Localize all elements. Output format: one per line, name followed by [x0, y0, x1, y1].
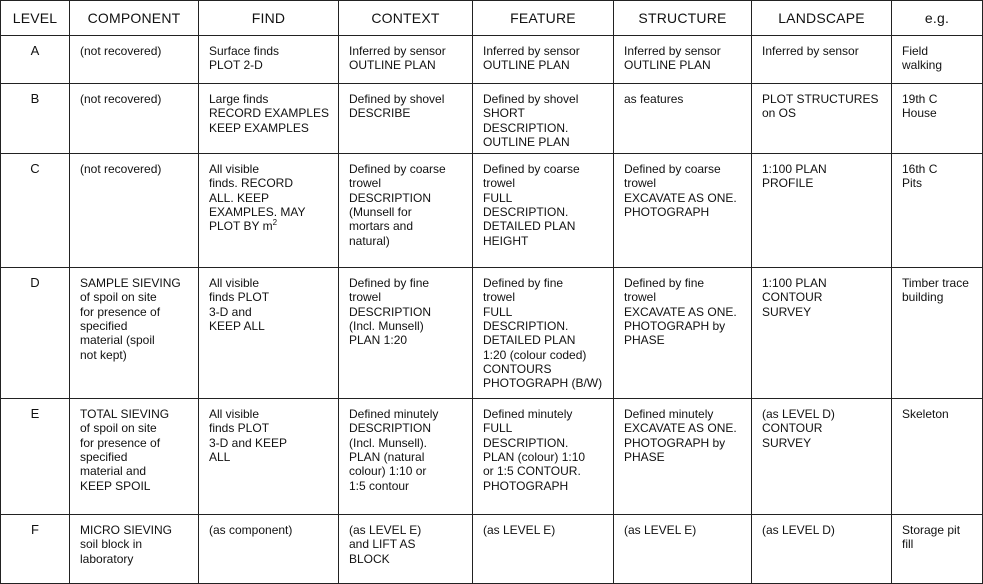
- header-find: FIND: [199, 1, 339, 36]
- level-cell: D: [1, 268, 70, 399]
- component-cell: (not recovered): [70, 154, 199, 268]
- context-cell: (as LEVEL E) and LIFT AS BLOCK: [339, 515, 473, 584]
- table-row: [1, 268, 983, 399]
- example-cell: Field walking: [892, 36, 983, 84]
- example-cell: Timber trace building: [892, 268, 983, 399]
- context-cell: Defined minutely DESCRIPTION (Incl. Munsell). PLAN (natural colour) 1:10 or 1:5 contour: [339, 399, 473, 515]
- landscape-cell: 1:100 PLAN CONTOUR SURVEY: [752, 268, 892, 399]
- feature-cell: (as LEVEL E): [473, 515, 614, 584]
- context-cell: Defined by fine trowel DESCRIPTION (Incl. Munsell) PLAN 1:20: [339, 268, 473, 399]
- component-cell: (not recovered): [70, 84, 199, 154]
- component-cell: (not recovered): [70, 36, 199, 84]
- feature-cell: Defined by fine trowel FULL DESCRIPTION. DETAILED PLAN 1:20 (colour coded) CONTOURS PHOTOGRAPH (B/W): [473, 268, 614, 399]
- landscape-cell: Inferred by sensor: [752, 36, 892, 84]
- landscape-cell: (as LEVEL D) CONTOUR SURVEY: [752, 399, 892, 515]
- superscript-exponent: 2: [272, 218, 278, 228]
- find-cell: Large finds RECORD EXAMPLES KEEP EXAMPLES: [199, 84, 339, 154]
- header-context: CONTEXT: [339, 1, 473, 36]
- table-row: [1, 515, 983, 584]
- context-cell: Inferred by sensor OUTLINE PLAN: [339, 36, 473, 84]
- header-structure: STRUCTURE: [614, 1, 752, 36]
- level-cell: A: [1, 36, 70, 84]
- table-row: [1, 399, 983, 515]
- feature-cell: Defined minutely FULL DESCRIPTION. PLAN (colour) 1:10 or 1:5 CONTOUR. PHOTOGRAPH: [473, 399, 614, 515]
- example-cell: 16th C Pits: [892, 154, 983, 268]
- context-cell: Defined by shovel DESCRIBE: [339, 84, 473, 154]
- feature-cell: Defined by shovel SHORT DESCRIPTION. OUTLINE PLAN: [473, 84, 614, 154]
- feature-cell: Inferred by sensor OUTLINE PLAN: [473, 36, 614, 84]
- level-cell: F: [1, 515, 70, 584]
- level-cell: C: [1, 154, 70, 268]
- level-cell: E: [1, 399, 70, 515]
- structure-cell: Defined by fine trowel EXCAVATE AS ONE. PHOTOGRAPH by PHASE: [614, 268, 752, 399]
- header-component: COMPONENT: [70, 1, 199, 36]
- find-cell: (as component): [199, 515, 339, 584]
- header-row: [1, 1, 983, 36]
- component-cell: MICRO SIEVING soil block in laboratory: [70, 515, 199, 584]
- feature-cell: Defined by coarse trowel FULL DESCRIPTION. DETAILED PLAN HEIGHT: [473, 154, 614, 268]
- structure-cell: Defined by coarse trowel EXCAVATE AS ONE. PHOTOGRAPH: [614, 154, 752, 268]
- example-cell: Storage pit fill: [892, 515, 983, 584]
- structure-cell: Defined minutely EXCAVATE AS ONE. PHOTOGRAPH by PHASE: [614, 399, 752, 515]
- example-cell: 19th C House: [892, 84, 983, 154]
- landscape-cell: (as LEVEL D): [752, 515, 892, 584]
- landscape-cell: 1:100 PLAN PROFILE: [752, 154, 892, 268]
- header-landscape: LANDSCAPE: [752, 1, 892, 36]
- header-feature: FEATURE: [473, 1, 614, 36]
- example-cell: Skeleton: [892, 399, 983, 515]
- context-cell: Defined by coarse trowel DESCRIPTION (Munsell for mortars and natural): [339, 154, 473, 268]
- find-cell: [199, 154, 339, 268]
- component-cell: SAMPLE SIEVING of spoil on site for presence of specified material (spoil not kept): [70, 268, 199, 399]
- table-row: [1, 36, 983, 84]
- landscape-cell: PLOT STRUCTURES on OS: [752, 84, 892, 154]
- find-cell: All visible finds PLOT 3-D and KEEP ALL: [199, 399, 339, 515]
- structure-cell: (as LEVEL E): [614, 515, 752, 584]
- find-cell: All visible finds PLOT 3-D and KEEP ALL: [199, 268, 339, 399]
- table-row: [1, 84, 983, 154]
- header-example: e.g.: [892, 1, 983, 36]
- find-cell: Surface finds PLOT 2-D: [199, 36, 339, 84]
- header-level: LEVEL: [1, 1, 70, 36]
- structure-cell: as features: [614, 84, 752, 154]
- level-cell: B: [1, 84, 70, 154]
- component-cell: TOTAL SIEVING of spoil on site for presence of specified material and KEEP SPOIL: [70, 399, 199, 515]
- structure-cell: Inferred by sensor OUTLINE PLAN: [614, 36, 752, 84]
- find-text: All visible finds. RECORD ALL. KEEP EXAMPLES. MAY PLOT BY m: [209, 162, 306, 234]
- table-row: [1, 154, 983, 268]
